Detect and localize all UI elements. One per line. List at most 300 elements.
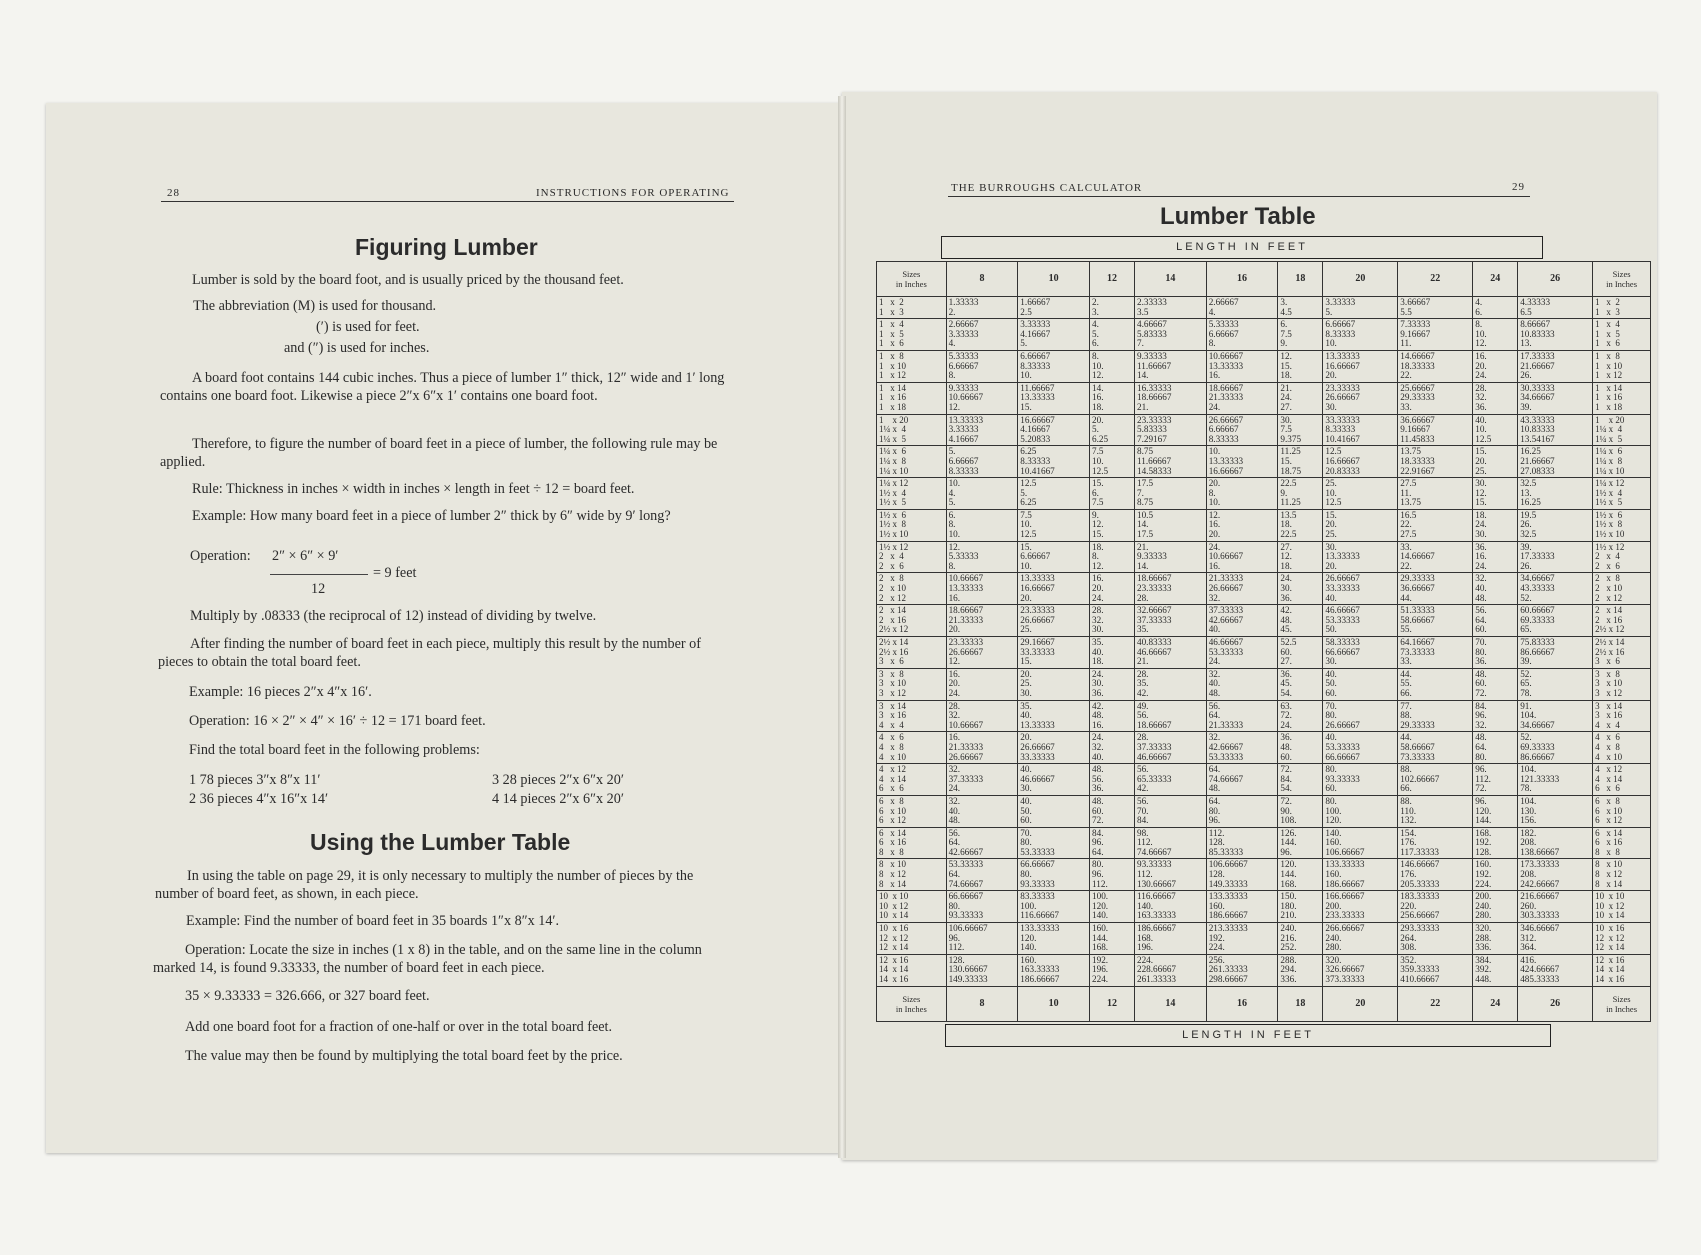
board-feet-cell: 7.33333 9.16667 11. bbox=[1398, 319, 1473, 351]
size-cell-right: 8 x 10 8 x 12 8 x 14 bbox=[1593, 859, 1651, 891]
table-row bbox=[877, 541, 1651, 573]
board-feet-cell: 64.16667 73.33333 33. bbox=[1398, 637, 1473, 669]
board-feet-cell: 15. 6. 7.5 bbox=[1090, 478, 1135, 510]
right-running-head: THE BURROUGHS CALCULATOR bbox=[951, 182, 1143, 194]
board-feet-cell: 25. 10. 12.5 bbox=[1323, 478, 1398, 510]
board-feet-cell: 72. 84. 54. bbox=[1278, 764, 1323, 796]
board-feet-cell: 48. 56. 36. bbox=[1090, 764, 1135, 796]
board-feet-cell: 56. 64. 42.66667 bbox=[946, 827, 1018, 859]
board-feet-cell: 80. 100. 120. bbox=[1323, 795, 1398, 827]
board-feet-cell: 18. 8. 12. bbox=[1090, 541, 1135, 573]
table-row bbox=[877, 478, 1651, 510]
size-header-right: Sizes in Inches bbox=[1593, 262, 1651, 297]
board-feet-cell: 70. 80. 36. bbox=[1473, 637, 1518, 669]
board-feet-cell: 51.33333 58.66667 55. bbox=[1398, 605, 1473, 637]
board-feet-cell: 27. 12. 18. bbox=[1278, 541, 1323, 573]
board-feet-cell: 14. 16. 18. bbox=[1090, 382, 1135, 414]
board-feet-cell: 10. 4. 5. bbox=[946, 478, 1018, 510]
board-feet-cell: 1.33333 2. bbox=[946, 297, 1018, 319]
board-feet-cell: 1.66667 2.5 bbox=[1018, 297, 1090, 319]
lumber-table-title: Lumber Table bbox=[1160, 203, 1316, 230]
board-feet-cell: 40. 53.33333 66.66667 bbox=[1323, 732, 1398, 764]
board-feet-cell: 13.33333 3.33333 4.16667 bbox=[946, 414, 1018, 446]
board-feet-cell: 84. 96. 64. bbox=[1090, 827, 1135, 859]
board-feet-cell: 32. 40. 48. bbox=[1206, 668, 1278, 700]
board-feet-cell: 28. 35. 42. bbox=[1134, 668, 1206, 700]
para-abbrev-inches: and (″) is used for inches. bbox=[284, 340, 430, 356]
length-col-header: 26 bbox=[1518, 262, 1593, 297]
operation-result: = 9 feet bbox=[373, 565, 417, 581]
length-col-footer: 12 bbox=[1090, 986, 1135, 1021]
right-head-rule bbox=[948, 196, 1530, 197]
length-col-footer: 18 bbox=[1278, 986, 1323, 1021]
para-abbrev-feet: (′) is used for feet. bbox=[316, 319, 420, 335]
size-cell-right: 2 x 14 2 x 16 2½ x 12 bbox=[1593, 605, 1651, 637]
board-feet-cell: 8.66667 10.83333 13. bbox=[1518, 319, 1593, 351]
board-feet-cell: 10.66667 13.33333 16. bbox=[1206, 350, 1278, 382]
operation-denominator: 12 bbox=[311, 581, 326, 597]
para-rule: Rule: Thickness in inches × width in inches × length in feet ÷ 12 = board feet. bbox=[192, 481, 635, 497]
length-col-footer: 8 bbox=[946, 986, 1018, 1021]
table-row bbox=[877, 350, 1651, 382]
board-feet-cell: 58.33333 66.66667 30. bbox=[1323, 637, 1398, 669]
board-feet-cell: 39. 17.33333 26. bbox=[1518, 541, 1593, 573]
board-feet-cell: 72. 90. 108. bbox=[1278, 795, 1323, 827]
board-feet-cell: 168. 192. 128. bbox=[1473, 827, 1518, 859]
problem-4: 4 14 pieces 2″x 6″x 20′ bbox=[492, 791, 624, 807]
board-feet-cell: 16.25 21.66667 27.08333 bbox=[1518, 446, 1593, 478]
board-feet-cell: 9. 12. 15. bbox=[1090, 509, 1135, 541]
board-feet-cell: 6.66667 8.33333 10. bbox=[1018, 350, 1090, 382]
size-footer-right: Sizes in Inches bbox=[1593, 986, 1651, 1021]
size-cell-right: 1¼ x 12 1½ x 4 1½ x 5 bbox=[1593, 478, 1651, 510]
board-feet-cell: 8. 10. 12. bbox=[1473, 319, 1518, 351]
length-header-bottom: LENGTH IN FEET bbox=[945, 1024, 1551, 1047]
board-feet-cell: 32. 40. 48. bbox=[946, 795, 1018, 827]
para-operation-2: Operation: 16 × 2″ × 4″ × 16′ ÷ 12 = 171 board feet. bbox=[189, 713, 486, 729]
right-page-number: 29 bbox=[1512, 181, 1525, 193]
para-board-foot-def: A board foot contains 144 cubic inches. Thus a piece of lumber 1″ thick, 12″ wide and 1′ long contains one board foot. Likewise a piece 2″x 6″x 1′ contains one board foot. bbox=[160, 370, 725, 404]
size-cell-right: 1 x 14 1 x 16 1 x 18 bbox=[1593, 382, 1651, 414]
board-feet-cell: 100. 120. 140. bbox=[1090, 891, 1135, 923]
length-col-header: 22 bbox=[1398, 262, 1473, 297]
lumber-table bbox=[876, 261, 1651, 1022]
board-feet-cell: 18.66667 23.33333 28. bbox=[1134, 573, 1206, 605]
para-find-total: Find the total board feet in the following problems: bbox=[189, 742, 480, 758]
board-feet-cell: 384. 392. 448. bbox=[1473, 954, 1518, 986]
board-feet-cell: 60.66667 69.33333 65. bbox=[1518, 605, 1593, 637]
board-feet-cell: 106.66667 128. 149.33333 bbox=[1206, 859, 1278, 891]
para-example-1: Example: How many board feet in a piece of lumber 2″ thick by 6″ wide by 9′ long? bbox=[192, 508, 671, 524]
para-board-foot-intro: Lumber is sold by the board foot, and is usually priced by the thousand feet. bbox=[192, 272, 624, 288]
problem-2: 2 36 pieces 4″x 16″x 14′ bbox=[189, 791, 329, 807]
board-feet-cell: 13.75 18.33333 22.91667 bbox=[1398, 446, 1473, 478]
board-feet-cell: 37.33333 42.66667 40. bbox=[1206, 605, 1278, 637]
board-feet-cell: 346.66667 312. 364. bbox=[1518, 923, 1593, 955]
table-row bbox=[877, 700, 1651, 732]
size-cell-right: 10 x 10 10 x 12 10 x 14 bbox=[1593, 891, 1651, 923]
left-head-rule bbox=[161, 201, 734, 202]
board-feet-cell: 12.5 16.66667 20.83333 bbox=[1323, 446, 1398, 478]
board-feet-cell: 29.33333 36.66667 44. bbox=[1398, 573, 1473, 605]
board-feet-cell: 24. 10.66667 16. bbox=[1206, 541, 1278, 573]
board-feet-cell: 2.66667 4. bbox=[1206, 297, 1278, 319]
board-feet-cell: 70. 80. 53.33333 bbox=[1018, 827, 1090, 859]
board-feet-cell: 160. 192. 224. bbox=[1473, 859, 1518, 891]
board-feet-cell: 10.66667 13.33333 16. bbox=[946, 573, 1018, 605]
board-feet-cell: 80. 93.33333 60. bbox=[1323, 764, 1398, 796]
size-cell-right: 4 x 6 4 x 8 4 x 10 bbox=[1593, 732, 1651, 764]
board-feet-cell: 224. 228.66667 261.33333 bbox=[1134, 954, 1206, 986]
para-example-2: Example: 16 pieces 2″x 4″x 16′. bbox=[189, 684, 372, 700]
board-feet-cell: 33. 14.66667 22. bbox=[1398, 541, 1473, 573]
board-feet-cell: 160. 163.33333 186.66667 bbox=[1018, 954, 1090, 986]
board-feet-cell: 20. 25. 30. bbox=[1018, 668, 1090, 700]
board-feet-cell: 240. 216. 252. bbox=[1278, 923, 1323, 955]
board-feet-cell: 7.5 10. 12.5 bbox=[1018, 509, 1090, 541]
board-feet-cell: 22.5 9. 11.25 bbox=[1278, 478, 1323, 510]
board-feet-cell: 293.33333 264. 308. bbox=[1398, 923, 1473, 955]
board-feet-cell: 21.33333 26.66667 32. bbox=[1206, 573, 1278, 605]
board-feet-cell: 42. 48. 16. bbox=[1090, 700, 1135, 732]
board-feet-cell: 154. 176. 117.33333 bbox=[1398, 827, 1473, 859]
board-feet-cell: 6.25 8.33333 10.41667 bbox=[1018, 446, 1090, 478]
size-cell-right: 1¼ x 6 1¼ x 8 1¼ x 10 bbox=[1593, 446, 1651, 478]
board-feet-cell: 140. 160. 106.66667 bbox=[1323, 827, 1398, 859]
size-cell: 1 x 14 1 x 16 1 x 18 bbox=[877, 382, 947, 414]
size-cell-right: 1 x 20 1¼ x 4 1¼ x 5 bbox=[1593, 414, 1651, 446]
left-running-head: INSTRUCTIONS FOR OPERATING bbox=[536, 187, 730, 199]
board-feet-cell: 266.66667 240. 280. bbox=[1323, 923, 1398, 955]
board-feet-cell: 106.66667 96. 112. bbox=[946, 923, 1018, 955]
size-cell: 1 x 20 1¼ x 4 1¼ x 5 bbox=[877, 414, 947, 446]
board-feet-cell: 66.66667 80. 93.33333 bbox=[946, 891, 1018, 923]
board-feet-cell: 13.33333 16.66667 20. bbox=[1018, 573, 1090, 605]
para-calc: 35 × 9.33333 = 326.666, or 327 board feet. bbox=[185, 988, 430, 1004]
size-cell: 10 x 10 10 x 12 10 x 14 bbox=[877, 891, 947, 923]
table-footer-row bbox=[877, 986, 1651, 1021]
table-row bbox=[877, 446, 1651, 478]
board-feet-cell: 133.33333 120. 140. bbox=[1018, 923, 1090, 955]
para-reciprocal: Multiply by .08333 (the reciprocal of 12) instead of dividing by twelve. bbox=[190, 608, 597, 624]
length-col-footer: 14 bbox=[1134, 986, 1206, 1021]
board-feet-cell: 83.33333 100. 116.66667 bbox=[1018, 891, 1090, 923]
board-feet-cell: 20. 5. 6.25 bbox=[1090, 414, 1135, 446]
board-feet-cell: 32.66667 37.33333 35. bbox=[1134, 605, 1206, 637]
board-feet-cell: 75.83333 86.66667 39. bbox=[1518, 637, 1593, 669]
board-feet-cell: 4. 5. 6. bbox=[1090, 319, 1135, 351]
board-feet-cell: 30.33333 34.66667 39. bbox=[1518, 382, 1593, 414]
table-row bbox=[877, 573, 1651, 605]
size-cell-right: 1½ x 6 1½ x 8 1½ x 10 bbox=[1593, 509, 1651, 541]
table-row bbox=[877, 891, 1651, 923]
board-feet-cell: 28. 32. 36. bbox=[1473, 382, 1518, 414]
board-feet-cell: 20. 8. 10. bbox=[1206, 478, 1278, 510]
board-feet-cell: 30. 12. 15. bbox=[1473, 478, 1518, 510]
board-feet-cell: 173.33333 208. 242.66667 bbox=[1518, 859, 1593, 891]
board-feet-cell: 5.33333 6.66667 8. bbox=[946, 350, 1018, 382]
board-feet-cell: 96. 120. 144. bbox=[1473, 795, 1518, 827]
board-feet-cell: 133.33333 160. 186.66667 bbox=[1323, 859, 1398, 891]
board-feet-cell: 26.66667 33.33333 40. bbox=[1323, 573, 1398, 605]
board-feet-cell: 36. 45. 54. bbox=[1278, 668, 1323, 700]
board-feet-cell: 166.66667 200. 233.33333 bbox=[1323, 891, 1398, 923]
para-using-table: In using the table on page 29, it is only necessary to multiply the number of pieces by the number of board feet, as shown, in each piece. bbox=[155, 868, 694, 902]
board-feet-cell: 42. 48. 45. bbox=[1278, 605, 1323, 637]
board-feet-cell: 24. 30. 36. bbox=[1090, 668, 1135, 700]
board-feet-cell: 56. 64. 21.33333 bbox=[1206, 700, 1278, 732]
board-feet-cell: 40. 10. 12.5 bbox=[1473, 414, 1518, 446]
board-feet-cell: 4. 6. bbox=[1473, 297, 1518, 319]
operation-numerator: 2″ × 6″ × 9′ bbox=[272, 548, 339, 564]
board-feet-cell: 33.33333 8.33333 10.41667 bbox=[1323, 414, 1398, 446]
board-feet-cell: 34.66667 43.33333 52. bbox=[1518, 573, 1593, 605]
problem-3: 3 28 pieces 2″x 6″x 20′ bbox=[492, 772, 624, 788]
length-col-header: 20 bbox=[1323, 262, 1398, 297]
board-feet-cell: 15. 6.66667 10. bbox=[1018, 541, 1090, 573]
board-feet-cell: 116.66667 140. 163.33333 bbox=[1134, 891, 1206, 923]
board-feet-cell: 40. 46.66667 30. bbox=[1018, 764, 1090, 796]
para-after-finding: After finding the number of board feet in each piece, multiply this result by the number of pieces to obtain the total board feet. bbox=[158, 636, 701, 670]
board-feet-cell: 44. 58.66667 73.33333 bbox=[1398, 732, 1473, 764]
size-cell: 1 x 2 1 x 3 bbox=[877, 297, 947, 319]
size-cell: 12 x 16 14 x 14 14 x 16 bbox=[877, 954, 947, 986]
size-cell-right: 3 x 14 3 x 16 4 x 4 bbox=[1593, 700, 1651, 732]
board-feet-cell: 16.5 22. 27.5 bbox=[1398, 509, 1473, 541]
size-cell: 1 x 8 1 x 10 1 x 12 bbox=[877, 350, 947, 382]
board-feet-cell: 63. 72. 24. bbox=[1278, 700, 1323, 732]
board-feet-cell: 66.66667 80. 93.33333 bbox=[1018, 859, 1090, 891]
board-feet-cell: 160. 144. 168. bbox=[1090, 923, 1135, 955]
board-feet-cell: 52.5 60. 27. bbox=[1278, 637, 1323, 669]
board-feet-cell: 70. 80. 26.66667 bbox=[1323, 700, 1398, 732]
board-feet-cell: 23.33333 26.66667 12. bbox=[946, 637, 1018, 669]
board-feet-cell: 416. 424.66667 485.33333 bbox=[1518, 954, 1593, 986]
size-cell-right: 1 x 2 1 x 3 bbox=[1593, 297, 1651, 319]
board-feet-cell: 36. 16. 24. bbox=[1473, 541, 1518, 573]
board-feet-cell: 2. 3. bbox=[1090, 297, 1135, 319]
board-feet-cell: 20. 26.66667 33.33333 bbox=[1018, 732, 1090, 764]
board-feet-cell: 6.66667 8.33333 10. bbox=[1323, 319, 1398, 351]
table-row bbox=[877, 923, 1651, 955]
board-feet-cell: 10.5 14. 17.5 bbox=[1134, 509, 1206, 541]
para-therefore: Therefore, to figure the number of board feet in a piece of lumber, the following rule may be applied. bbox=[160, 436, 718, 470]
board-feet-cell: 64. 80. 96. bbox=[1206, 795, 1278, 827]
board-feet-cell: 30. 7.5 9.375 bbox=[1278, 414, 1323, 446]
size-cell: 6 x 8 6 x 10 6 x 12 bbox=[877, 795, 947, 827]
board-feet-cell: 14.66667 18.33333 22. bbox=[1398, 350, 1473, 382]
board-feet-cell: 98. 112. 74.66667 bbox=[1134, 827, 1206, 859]
board-feet-cell: 200. 240. 280. bbox=[1473, 891, 1518, 923]
table-row bbox=[877, 764, 1651, 796]
board-feet-cell: 21. 24. 27. bbox=[1278, 382, 1323, 414]
board-feet-cell: 12. 16. 20. bbox=[1206, 509, 1278, 541]
left-page-number: 28 bbox=[167, 187, 180, 199]
size-cell: 4 x 12 4 x 14 6 x 6 bbox=[877, 764, 947, 796]
table-row bbox=[877, 414, 1651, 446]
para-add-one: Add one board foot for a fraction of one-half or over in the total board feet. bbox=[185, 1019, 613, 1035]
board-feet-cell: 28. 32. 10.66667 bbox=[946, 700, 1018, 732]
board-feet-cell: 2.66667 3.33333 4. bbox=[946, 319, 1018, 351]
size-cell: 3 x 8 3 x 10 3 x 12 bbox=[877, 668, 947, 700]
board-feet-cell: 8.75 11.66667 14.58333 bbox=[1134, 446, 1206, 478]
size-cell: 3 x 14 3 x 16 4 x 4 bbox=[877, 700, 947, 732]
table-header-row bbox=[877, 262, 1651, 297]
size-cell: 1½ x 12 2 x 4 2 x 6 bbox=[877, 541, 947, 573]
size-cell: 10 x 16 12 x 12 12 x 14 bbox=[877, 923, 947, 955]
board-feet-cell: 40. 50. 60. bbox=[1323, 668, 1398, 700]
length-col-header: 12 bbox=[1090, 262, 1135, 297]
length-col-header: 14 bbox=[1134, 262, 1206, 297]
size-cell: 2½ x 14 2½ x 16 3 x 6 bbox=[877, 637, 947, 669]
para-abbrev-m: The abbreviation (M) is used for thousand. bbox=[193, 298, 437, 314]
table-row bbox=[877, 509, 1651, 541]
length-col-footer: 16 bbox=[1206, 986, 1278, 1021]
problem-1: 1 78 pieces 3″x 8″x 11′ bbox=[189, 772, 321, 788]
size-cell-right: 6 x 8 6 x 10 6 x 12 bbox=[1593, 795, 1651, 827]
book-spine bbox=[838, 96, 846, 1158]
size-cell: 1¼ x 12 1½ x 4 1½ x 5 bbox=[877, 478, 947, 510]
board-feet-cell: 17.5 7. 8.75 bbox=[1134, 478, 1206, 510]
board-feet-cell: 9.33333 11.66667 14. bbox=[1134, 350, 1206, 382]
board-feet-cell: 4.66667 5.83333 7. bbox=[1134, 319, 1206, 351]
section-title-using-table: Using the Lumber Table bbox=[310, 829, 571, 855]
table-row bbox=[877, 668, 1651, 700]
board-feet-cell: 3.33333 5. bbox=[1323, 297, 1398, 319]
board-feet-cell: 36. 48. 60. bbox=[1278, 732, 1323, 764]
size-cell-right: 3 x 8 3 x 10 3 x 12 bbox=[1593, 668, 1651, 700]
table-row bbox=[877, 732, 1651, 764]
board-feet-cell: 128. 130.66667 149.33333 bbox=[946, 954, 1018, 986]
board-feet-cell: 19.5 26. 32.5 bbox=[1518, 509, 1593, 541]
board-feet-cell: 80. 96. 112. bbox=[1090, 859, 1135, 891]
board-feet-cell: 15. 20. 25. bbox=[1323, 509, 1398, 541]
board-feet-cell: 18.66667 21.33333 20. bbox=[946, 605, 1018, 637]
board-feet-cell: 28. 37.33333 46.66667 bbox=[1134, 732, 1206, 764]
board-feet-cell: 49. 56. 18.66667 bbox=[1134, 700, 1206, 732]
board-feet-cell: 16.33333 18.66667 21. bbox=[1134, 382, 1206, 414]
board-feet-cell: 12. 5.33333 8. bbox=[946, 541, 1018, 573]
board-feet-cell: 11.66667 13.33333 15. bbox=[1018, 382, 1090, 414]
table-row bbox=[877, 827, 1651, 859]
board-feet-cell: 133.33333 160. 186.66667 bbox=[1206, 891, 1278, 923]
size-cell-right: 2½ x 14 2½ x 16 3 x 6 bbox=[1593, 637, 1651, 669]
table-row bbox=[877, 297, 1651, 319]
board-feet-cell: 56. 64. 60. bbox=[1473, 605, 1518, 637]
board-feet-cell: 48. 60. 72. bbox=[1090, 795, 1135, 827]
size-cell-right: 1 x 4 1 x 5 1 x 6 bbox=[1593, 319, 1651, 351]
board-feet-cell: 13.33333 16.66667 20. bbox=[1323, 350, 1398, 382]
board-feet-cell: 11.25 15. 18.75 bbox=[1278, 446, 1323, 478]
table-row bbox=[877, 954, 1651, 986]
size-cell: 6 x 14 6 x 16 8 x 8 bbox=[877, 827, 947, 859]
board-feet-cell: 56. 65.33333 42. bbox=[1134, 764, 1206, 796]
board-feet-cell: 32. 42.66667 53.33333 bbox=[1206, 732, 1278, 764]
board-feet-cell: 96. 112. 72. bbox=[1473, 764, 1518, 796]
board-feet-cell: 320. 288. 336. bbox=[1473, 923, 1518, 955]
board-feet-cell: 21. 9.33333 14. bbox=[1134, 541, 1206, 573]
board-feet-cell: 16. 20. 24. bbox=[1473, 350, 1518, 382]
board-feet-cell: 23.33333 5.83333 7.29167 bbox=[1134, 414, 1206, 446]
board-feet-cell: 48. 64. 80. bbox=[1473, 732, 1518, 764]
size-cell-right: 1 x 8 1 x 10 1 x 12 bbox=[1593, 350, 1651, 382]
size-cell: 8 x 10 8 x 12 8 x 14 bbox=[877, 859, 947, 891]
board-feet-cell: 150. 180. 210. bbox=[1278, 891, 1323, 923]
board-feet-cell: 24. 30. 36. bbox=[1278, 573, 1323, 605]
board-feet-cell: 88. 102.66667 66. bbox=[1398, 764, 1473, 796]
board-feet-cell: 4.33333 6.5 bbox=[1518, 297, 1593, 319]
board-feet-cell: 28. 32. 30. bbox=[1090, 605, 1135, 637]
board-feet-cell: 112. 128. 85.33333 bbox=[1206, 827, 1278, 859]
board-feet-cell: 35. 40. 13.33333 bbox=[1018, 700, 1090, 732]
table-row bbox=[877, 319, 1651, 351]
board-feet-cell: 43.33333 10.83333 13.54167 bbox=[1518, 414, 1593, 446]
board-feet-cell: 192. 196. 224. bbox=[1090, 954, 1135, 986]
board-feet-cell: 23.33333 26.66667 25. bbox=[1018, 605, 1090, 637]
length-col-header: 16 bbox=[1206, 262, 1278, 297]
size-cell: 1¼ x 6 1¼ x 8 1¼ x 10 bbox=[877, 446, 947, 478]
board-feet-cell: 3. 4.5 bbox=[1278, 297, 1323, 319]
board-feet-cell: 64. 74.66667 48. bbox=[1206, 764, 1278, 796]
size-cell-right: 10 x 16 12 x 12 12 x 14 bbox=[1593, 923, 1651, 955]
section-title-figuring-lumber: Figuring Lumber bbox=[355, 234, 538, 260]
board-feet-cell: 24. 32. 40. bbox=[1090, 732, 1135, 764]
board-feet-cell: 46.66667 53.33333 50. bbox=[1323, 605, 1398, 637]
board-feet-cell: 3.66667 5.5 bbox=[1398, 297, 1473, 319]
board-feet-cell: 23.33333 26.66667 30. bbox=[1323, 382, 1398, 414]
board-feet-cell: 32.5 13. 16.25 bbox=[1518, 478, 1593, 510]
table-row bbox=[877, 382, 1651, 414]
board-feet-cell: 126. 144. 96. bbox=[1278, 827, 1323, 859]
board-feet-cell: 120. 144. 168. bbox=[1278, 859, 1323, 891]
board-feet-cell: 56. 70. 84. bbox=[1134, 795, 1206, 827]
para-value: The value may then be found by multiplying the total board feet by the price. bbox=[185, 1048, 623, 1064]
board-feet-cell: 16. 21.33333 26.66667 bbox=[946, 732, 1018, 764]
fraction-bar bbox=[270, 574, 368, 575]
length-header-top: LENGTH IN FEET bbox=[941, 236, 1543, 259]
board-feet-cell: 6. 8. 10. bbox=[946, 509, 1018, 541]
board-feet-cell: 48. 60. 72. bbox=[1473, 668, 1518, 700]
size-cell-right: 4 x 12 4 x 14 6 x 6 bbox=[1593, 764, 1651, 796]
board-feet-cell: 29.16667 33.33333 15. bbox=[1018, 637, 1090, 669]
board-feet-cell: 25.66667 29.33333 33. bbox=[1398, 382, 1473, 414]
length-col-header: 24 bbox=[1473, 262, 1518, 297]
size-header-left: Sizes in Inches bbox=[877, 262, 947, 297]
table-row bbox=[877, 795, 1651, 827]
length-col-footer: 24 bbox=[1473, 986, 1518, 1021]
board-feet-cell: 35. 40. 18. bbox=[1090, 637, 1135, 669]
table-row bbox=[877, 859, 1651, 891]
para-operation-3: Operation: Locate the size in inches (1 x 8) in the table, and on the same line in the column marked 14, is found 9.33333, the number of board feet in each piece. bbox=[153, 942, 702, 976]
length-col-footer: 20 bbox=[1323, 986, 1398, 1021]
board-feet-cell: 46.66667 53.33333 24. bbox=[1206, 637, 1278, 669]
board-feet-cell: 12.5 5. 6.25 bbox=[1018, 478, 1090, 510]
board-feet-cell: 52. 65. 78. bbox=[1518, 668, 1593, 700]
board-feet-cell: 186.66667 168. 196. bbox=[1134, 923, 1206, 955]
board-feet-cell: 32. 40. 48. bbox=[1473, 573, 1518, 605]
board-feet-cell: 30. 13.33333 20. bbox=[1323, 541, 1398, 573]
board-feet-cell: 16.66667 4.16667 5.20833 bbox=[1018, 414, 1090, 446]
size-cell: 2 x 14 2 x 16 2½ x 12 bbox=[877, 605, 947, 637]
para-example-3: Example: Find the number of board feet in 35 boards 1″x 8″x 14′. bbox=[186, 913, 560, 929]
board-feet-cell: 18. 24. 30. bbox=[1473, 509, 1518, 541]
board-feet-cell: 32. 37.33333 24. bbox=[946, 764, 1018, 796]
board-feet-cell: 9.33333 10.66667 12. bbox=[946, 382, 1018, 414]
size-cell-right: 6 x 14 6 x 16 8 x 8 bbox=[1593, 827, 1651, 859]
length-col-footer: 22 bbox=[1398, 986, 1473, 1021]
length-col-header: 10 bbox=[1018, 262, 1090, 297]
board-feet-cell: 320. 326.66667 373.33333 bbox=[1323, 954, 1398, 986]
